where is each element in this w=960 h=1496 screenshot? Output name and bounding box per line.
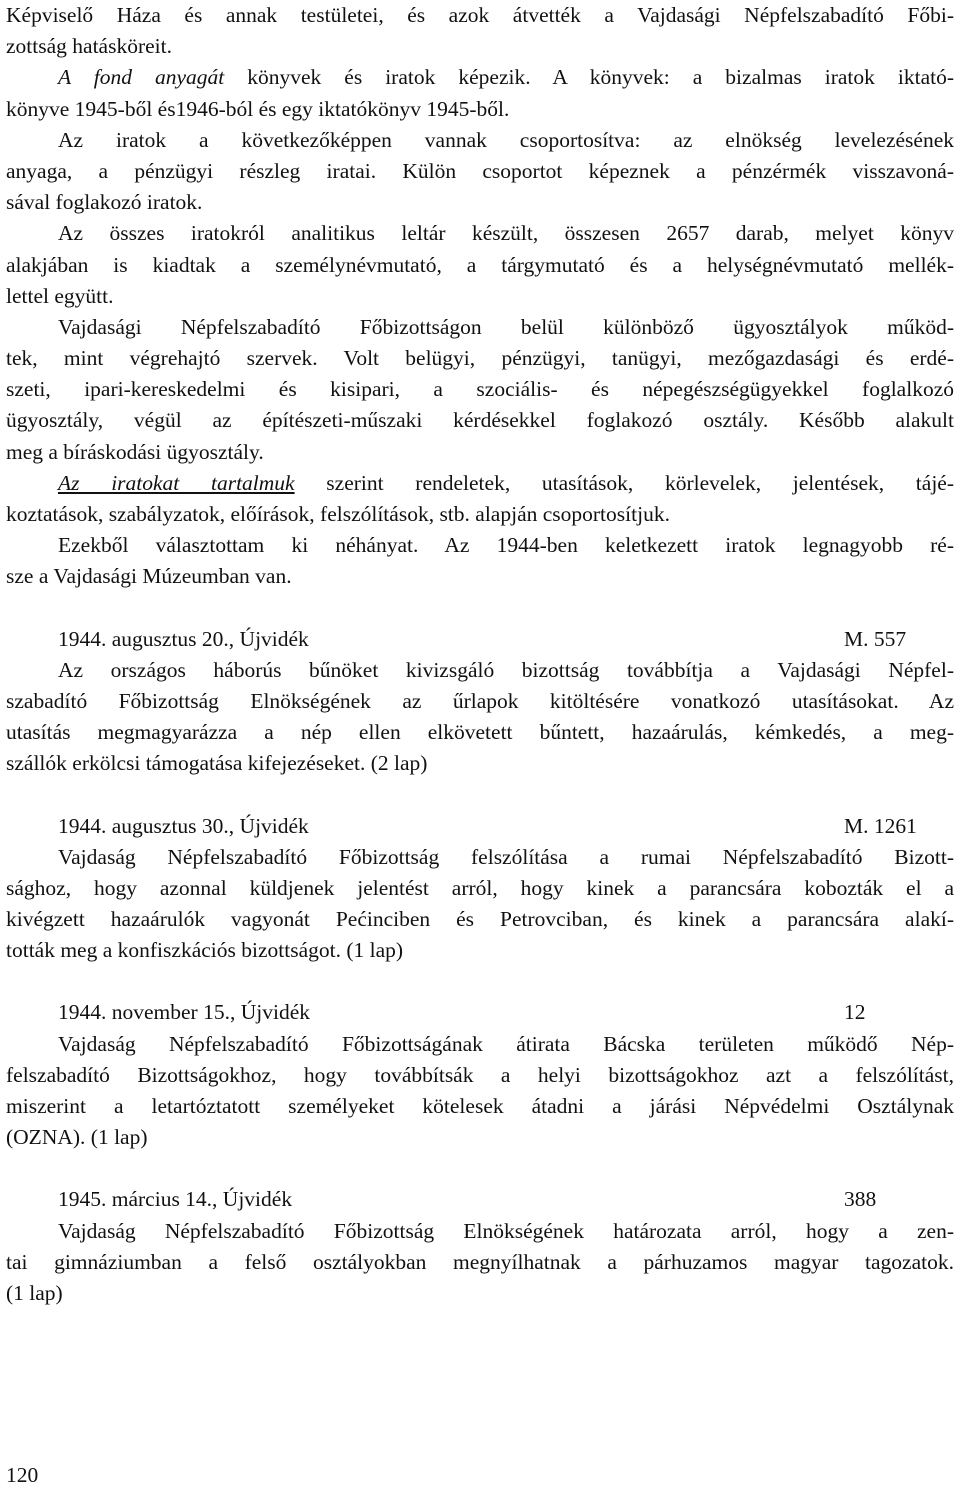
text-span: szerint rendeletek, utasítások, körlevelek, jelentések, tájé- — [294, 470, 954, 495]
text-line: zottság hatásköreit. — [6, 34, 172, 59]
entry-header — [6, 811, 954, 842]
entry-signature: M. 557 — [844, 626, 907, 651]
text-line — [6, 468, 954, 499]
entry-signature: 12 — [844, 1000, 866, 1025]
text-line: tek, mint végrehajtó szervek. Volt belügyi, pénzügyi, tanügyi, mezőgazdasági és erdé- — [6, 346, 954, 371]
entry-date: 1944. augusztus 30., Újvidék — [58, 813, 309, 838]
text-line: Vajdaság Népfelszabadító Főbizottság Elnökségének határozata arról, hogy a zen- — [58, 1218, 954, 1243]
page-number: 120 — [6, 1463, 39, 1487]
text-line — [6, 62, 954, 93]
text-line: alakjában is kiadtak a személynévmutató, a tárgymutató és a helységnévmutató mellék- — [6, 252, 954, 277]
text-line: szabadító Főbizottság Elnökségének az űrlapok kitöltésére vonatkozó utasításokat. Az — [6, 688, 954, 713]
text-line: Az összes iratokról analitikus leltár készült, összesen 2657 darab, melyet könyv — [58, 221, 954, 246]
spacer — [6, 966, 954, 997]
text-line: Vajdaság Népfelszabadító Főbizottságának átirata Bácska területen működő Nép- — [58, 1031, 954, 1056]
text-line: utasítás megmagyarázza a nép ellen elkövetett bűntett, hazaárulás, kémkedés, a meg- — [6, 720, 954, 745]
text-line: meg a bíráskodási ügyosztály. — [6, 439, 264, 464]
underlined-text: Az iratokat tartalmuk — [58, 470, 295, 495]
text-line: sze a Vajdasági Múzeumban van. — [6, 564, 292, 589]
text-line: Az iratok a következőképpen vannak csoportosítva: az elnökség levelezésének — [58, 127, 954, 152]
entry-date: 1944. november 15., Újvidék — [58, 1000, 310, 1025]
text-line: Az országos háborús bűnöket kivizsgáló bizottság továbbítja a Vajdasági Népfel- — [58, 657, 954, 682]
text-line: miszerint a letartóztatott személyeket kötelesek átadni a járási Népvédelmi Osztálynak — [6, 1094, 954, 1118]
text-line: könyve 1945-ből és1946-ból és egy iktatókönyv 1945-ből. — [6, 96, 510, 121]
text-line: tották meg a konfiszkációs bizottságot. (1 lap) — [6, 938, 404, 963]
entry-signature: 388 — [844, 1187, 877, 1212]
text-line: koztatások, szabályzatok, előírások, felszólítások, stb. alapján csoportosítjuk. — [6, 502, 670, 526]
entry-header — [6, 1184, 954, 1215]
text-line: (1 lap) — [6, 1280, 63, 1305]
spacer — [6, 593, 954, 624]
text-line: szállók erkölcsi támogatása kifejezéseket. (2 lap) — [6, 751, 428, 776]
document-page — [6, 0, 954, 1309]
emphasis-text — [58, 471, 295, 495]
text-line: anyaga, a pénzügyi részleg iratai. Külön csoportot képeznek a pénzérmék visszavoná- — [6, 158, 954, 183]
text-line: Ezekből választottam ki néhányat. Az 1944-ben keletkezett iratok legnagyobb ré- — [58, 533, 954, 558]
entry-date: 1944. augusztus 20., Újvidék — [58, 626, 309, 651]
text-line: szeti, ipari-kereskedelmi és kisipari, a szociális- és népegészségügyekkel foglalkozó — [6, 377, 954, 402]
spacer — [6, 780, 954, 811]
text-line: sával foglakozó iratok. — [6, 190, 203, 215]
text-line: ügyosztály, végül az építészeti-műszaki kérdésekkel foglakozó osztály. Később alakult — [6, 408, 954, 433]
emphasis-text: A fond anyagát — [58, 65, 225, 90]
entry-header — [6, 997, 954, 1028]
spacer — [6, 1153, 954, 1184]
entry-signature: M. 1261 — [844, 813, 917, 838]
text-line: Képviselő Háza és annak testületei, és azok átvették a Vajdasági Népfelszabadító Főbi- — [6, 3, 954, 27]
text-line: kivégzett hazaárulók vagyonát Pećinciben és Petrovciban, és kinek a parancsára alakí- — [6, 907, 954, 932]
text-line: lettel együtt. — [6, 283, 114, 308]
entry-header — [6, 624, 954, 655]
text-line: Vajdasági Népfelszabadító Főbizottságon belül különböző ügyosztályok működ- — [58, 314, 954, 339]
text-line: (OZNA). (1 lap) — [6, 1125, 148, 1150]
text-line: tai gimnáziumban a felső osztályokban megnyílhatnak a párhuzamos magyar tagozatok. — [6, 1249, 954, 1274]
text-line: Vajdaság Népfelszabadító Főbizottság felszólítása a rumai Népfelszabadító Bizott- — [58, 844, 954, 869]
text-line: sághoz, hogy azonnal küldjenek jelentést arról, hogy kinek a parancsára kobozták el a — [6, 875, 954, 900]
text-span: könyvek és iratok képezik. A könyvek: a bizalmas iratok iktató- — [224, 65, 955, 90]
entry-date: 1945. március 14., Újvidék — [58, 1187, 293, 1212]
text-line: felszabadító Bizottságokhoz, hogy továbbítsák a helyi bizottságokhoz azt a felszólítást, — [6, 1062, 954, 1087]
